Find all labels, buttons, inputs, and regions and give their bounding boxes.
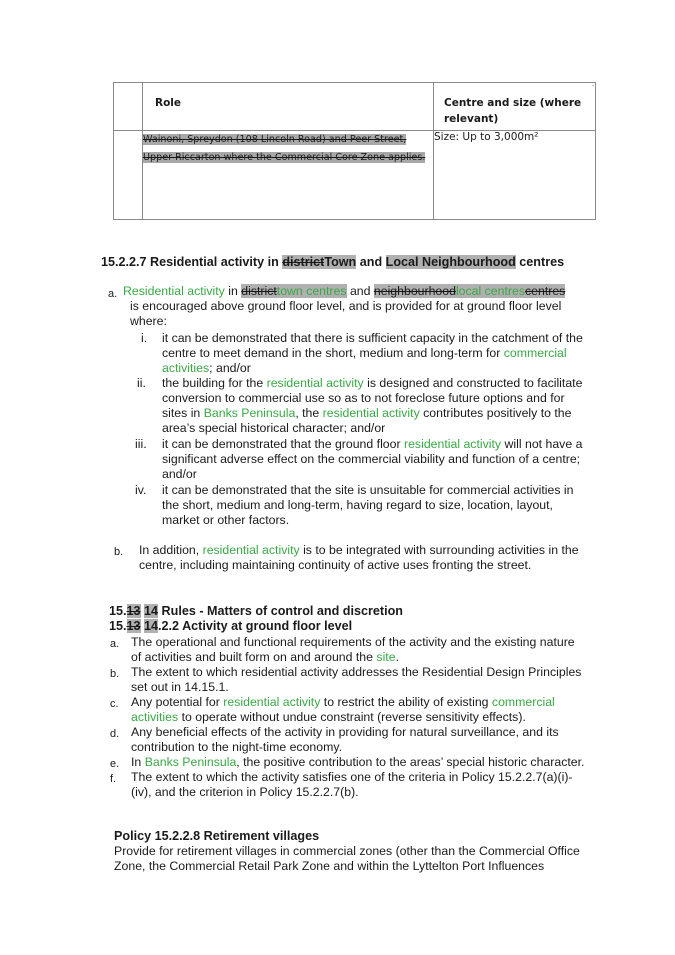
list-label: a.: [110, 638, 120, 650]
inserted-defined-term: local centres: [455, 284, 525, 298]
rule-line: [131, 650, 399, 665]
text: will not have a: [504, 437, 583, 451]
clause-line: [162, 406, 571, 421]
clause-line: [162, 437, 582, 452]
roman-label: iv.: [135, 483, 147, 497]
rule-line: contribution to the night-time economy.: [131, 740, 342, 754]
rule-line: (iv), and the criterion in Policy 15.2.2.7(b).: [131, 785, 359, 799]
defined-term: activities: [162, 361, 210, 375]
table-blank-cell: [114, 83, 143, 131]
centres-table: [113, 82, 596, 220]
defined-term: site: [376, 650, 396, 664]
clause-a-line: where:: [130, 314, 167, 328]
text: and: [349, 284, 371, 298]
rule-line: [131, 710, 526, 725]
heading-text: and: [359, 255, 383, 269]
clause-line: conversion to commercial use so as to not foreclose future options and for: [162, 391, 565, 405]
rule-line: Any beneficial effects of the activity in providing for natural surveillance, and its: [131, 725, 559, 739]
clause-line: market or other factors.: [162, 513, 290, 527]
clause-line: it can be demonstrated that there is sufficient capacity in the catchment of the: [162, 331, 583, 345]
clause-a-line: is encouraged above ground floor level, and is provided for at ground floor level: [130, 299, 562, 313]
section-heading-15227: [101, 255, 564, 269]
text: to operate without undue constraint (reverse sensitivity effects).: [181, 710, 526, 724]
list-label: b.: [110, 668, 120, 680]
text: , the positive contribution to the areas’ special historic character.: [236, 755, 585, 769]
clause-line: and/or: [162, 467, 197, 481]
clause-line: significant adverse effect on the commercial viability and function of a centre;: [162, 452, 581, 466]
table-header-role: Role: [143, 83, 434, 131]
inserted-text: 14: [144, 604, 159, 618]
roman-label: iii.: [135, 437, 147, 451]
deleted-text: neighbourhood: [373, 284, 456, 298]
text: ; and/or: [209, 361, 251, 375]
table-row: [114, 131, 596, 220]
heading-text: centres: [519, 255, 565, 269]
rule-line: The extent to which residential activity addresses the Residential Design Principles: [131, 665, 582, 679]
list-label: b.: [114, 546, 124, 558]
clause-line: the short, medium and long-term, having regard to size, location, layout,: [162, 498, 553, 512]
rules-heading: [109, 604, 403, 618]
defined-term: commercial: [491, 695, 555, 709]
text: it can be demonstrated that the ground floor: [162, 437, 401, 451]
text: .: [395, 650, 399, 664]
text: sites in: [162, 406, 201, 420]
rule-line: The extent to which the activity satisfies one of the criteria in Policy 15.2.2.7(a)(i)-: [131, 770, 573, 784]
clause-line: [162, 361, 251, 376]
clause-a-line: [123, 284, 565, 299]
defined-term: commercial: [503, 346, 567, 360]
text: is designed and constructed to facilitate: [367, 376, 583, 390]
table-blank-cell: [114, 131, 143, 220]
defined-term: Banks Peninsula: [144, 755, 237, 769]
inserted-text: Local Neighbourhood: [385, 255, 516, 269]
text: of activities and built form on and around the: [131, 650, 373, 664]
heading-number: 15.: [109, 604, 127, 618]
defined-term: activities: [131, 710, 179, 724]
defined-term: Residential activity: [123, 284, 225, 298]
rule-line: set out in 14.15.1.: [131, 680, 229, 694]
heading-text: Residential activity in: [150, 255, 279, 269]
defined-term: residential activity: [322, 406, 420, 420]
text: in: [228, 284, 238, 298]
rules-subheading: [109, 619, 352, 633]
deleted-text: district: [241, 284, 277, 298]
defined-term: Banks Peninsula: [203, 406, 296, 420]
list-label: d.: [110, 728, 120, 740]
defined-term: residential activity: [223, 695, 321, 709]
deleted-text: district: [282, 255, 325, 269]
size-cell: Size: Up to 3,000m²: [434, 131, 596, 220]
policy-line: Zone, the Commercial Retail Park Zone and within the Lyttelton Port Influences: [114, 859, 545, 873]
heading-number: 15.2.2.7: [101, 255, 147, 269]
deleted-text: 13: [126, 619, 141, 633]
text: Any potential for: [131, 695, 220, 709]
text: In: [131, 755, 142, 769]
list-label: f.: [110, 773, 117, 785]
table-header-row: [114, 83, 596, 131]
policy-heading: Policy 15.2.2.8 Retirement villages: [114, 829, 320, 843]
text: centre to meet demand in the short, medium and long-term for: [162, 346, 501, 360]
defined-term: residential activity: [404, 437, 502, 451]
rule-line: [131, 695, 555, 710]
clause-line: area’s special historical character; and/or: [162, 421, 386, 435]
clause-b-line: centre, including maintaining continuity of active uses fronting the street.: [139, 558, 532, 572]
deleted-role-cell: [143, 131, 434, 220]
clause-line: it can be demonstrated that the site is unsuitable for commercial activities in: [162, 483, 574, 497]
text: , the: [295, 406, 320, 420]
list-label: e.: [110, 758, 120, 770]
heading-number: 15.: [109, 619, 127, 633]
corner-mark: .: [592, 79, 595, 88]
text: to restrict the ability of existing: [323, 695, 489, 709]
text: In addition,: [139, 543, 200, 557]
policy-line: Provide for retirement villages in commercial zones (other than the Commercial Office: [114, 844, 580, 858]
defined-term: residential activity: [202, 543, 300, 557]
deleted-role-text: Wainoni, Spreydon (108 Lincoln Road) and Peer Street, Upper Riccarton where the Commercial Core Zone applies.: [143, 134, 426, 163]
inserted-defined-term: town centres: [276, 284, 347, 298]
list-label: c.: [110, 698, 119, 710]
rule-line: The operational and functional requirements of the activity and the existing nature: [131, 635, 575, 649]
defined-term: residential activity: [266, 376, 364, 390]
clause-b-line: [139, 543, 579, 558]
clause-line: [162, 346, 567, 361]
deleted-text: 13: [126, 604, 141, 618]
text: is to be integrated with surrounding activities in the: [303, 543, 579, 557]
deleted-text: centres: [525, 284, 566, 298]
roman-label: ii.: [137, 376, 146, 390]
roman-label: i.: [141, 331, 148, 345]
clause-line: [162, 376, 582, 391]
inserted-text: Town: [324, 255, 357, 269]
rule-line: [131, 755, 584, 770]
inserted-text: 14: [144, 619, 159, 633]
table-header-centre: Centre and size (where relevant): [434, 83, 596, 131]
text: contributes positively to the: [423, 406, 572, 420]
list-label: a.: [108, 288, 118, 300]
text: the building for the: [162, 376, 264, 390]
heading-text: .2.2 Activity at ground floor level: [158, 619, 353, 633]
heading-text: Rules - Matters of control and discretion: [161, 604, 403, 618]
